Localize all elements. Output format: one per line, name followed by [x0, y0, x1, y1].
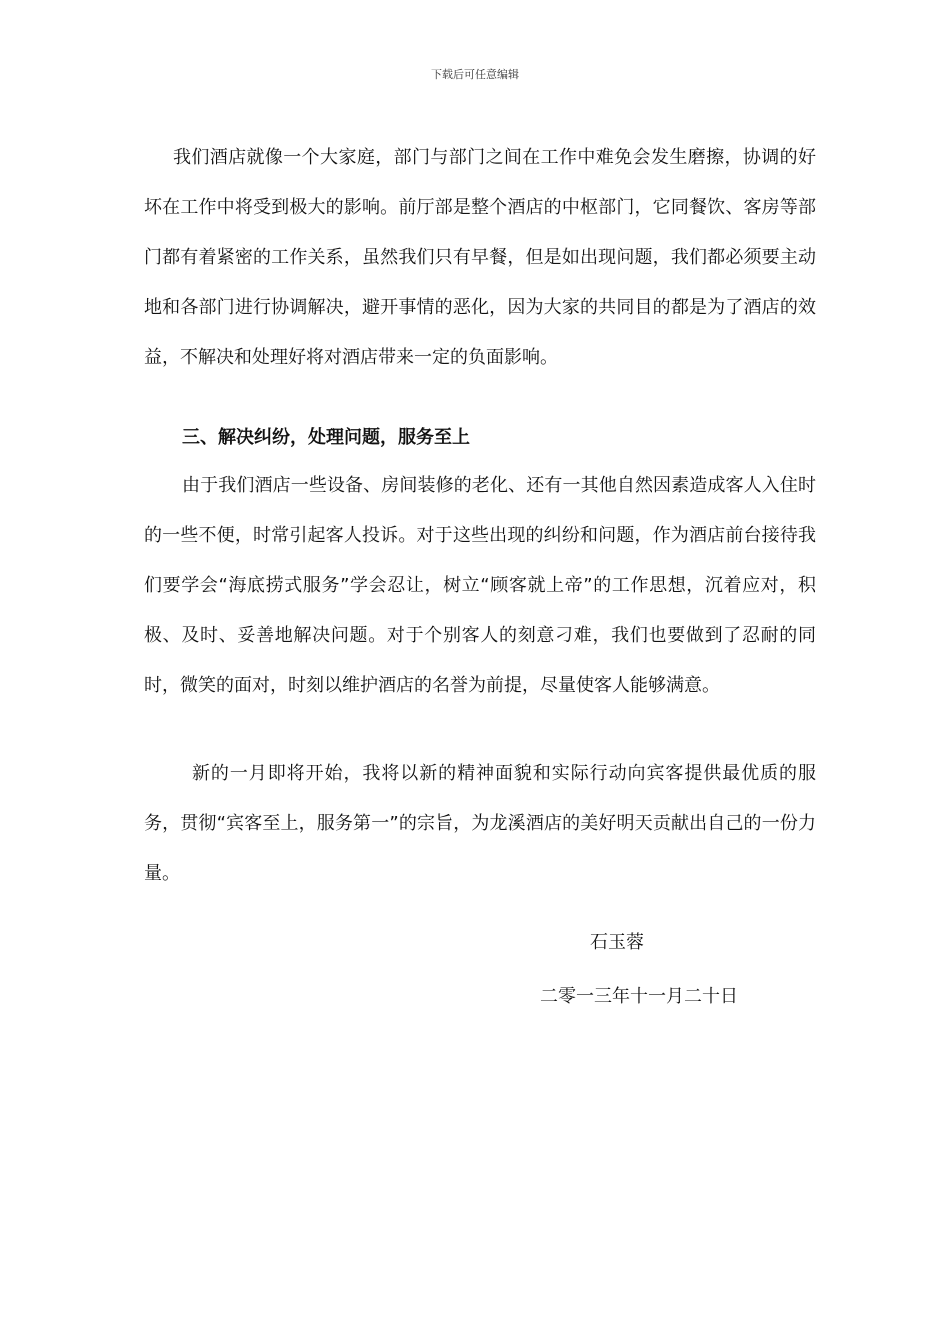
- section-heading-3: 三、解决纠纷，处理问题，服务至上: [182, 427, 470, 448]
- signature-name: 石玉蓉: [590, 932, 644, 953]
- paragraph-outlook: 新的一月即将开始，我将以新的精神面貌和实际行动向宾客提供最优质的服务，贯彻“宾客至上，服务第一”的宗旨，为龙溪酒店的美好明天贡献出自己的一份力量。: [144, 763, 816, 884]
- paragraph-teamwork: 我们酒店就像一个大家庭，部门与部门之间在工作中难免会发生磨擦，协调的好坏在工作中将受到极大的影响。前厅部是整个酒店的中枢部门，它同餐饮、客房等部门都有着紧密的工作关系，虽然我们只有早餐，但是如出现问题，我们都必须要主动地和各部门进行协调解决，避开事情的恶化，因为大家的共同目的都是为了酒店的效益，不解决和处理好将对酒店带来一定的负面影响。: [144, 147, 816, 368]
- signature-date: 二零一三年十一月二十日: [540, 986, 738, 1007]
- document-body: [144, 133, 816, 899]
- paragraph-complaints: 由于我们酒店一些设备、房间装修的老化、还有一其他自然因素造成客人入住时的一些不便，时常引起客人投诉。对于这些出现的纠纷和问题，作为酒店前台接待我们要学会“海底捞式服务”学会忍让，树立“顾客就上帝”的工作思想，沉着应对，积极、及时、妥善地解决问题。对于个别客人的刻意刁难，我们也要做到了忍耐的同时，微笑的面对，时刻以维护酒店的名誉为前提，尽量使客人能够满意。: [144, 475, 816, 696]
- page-header-note: 下载后可任意编辑: [431, 68, 519, 81]
